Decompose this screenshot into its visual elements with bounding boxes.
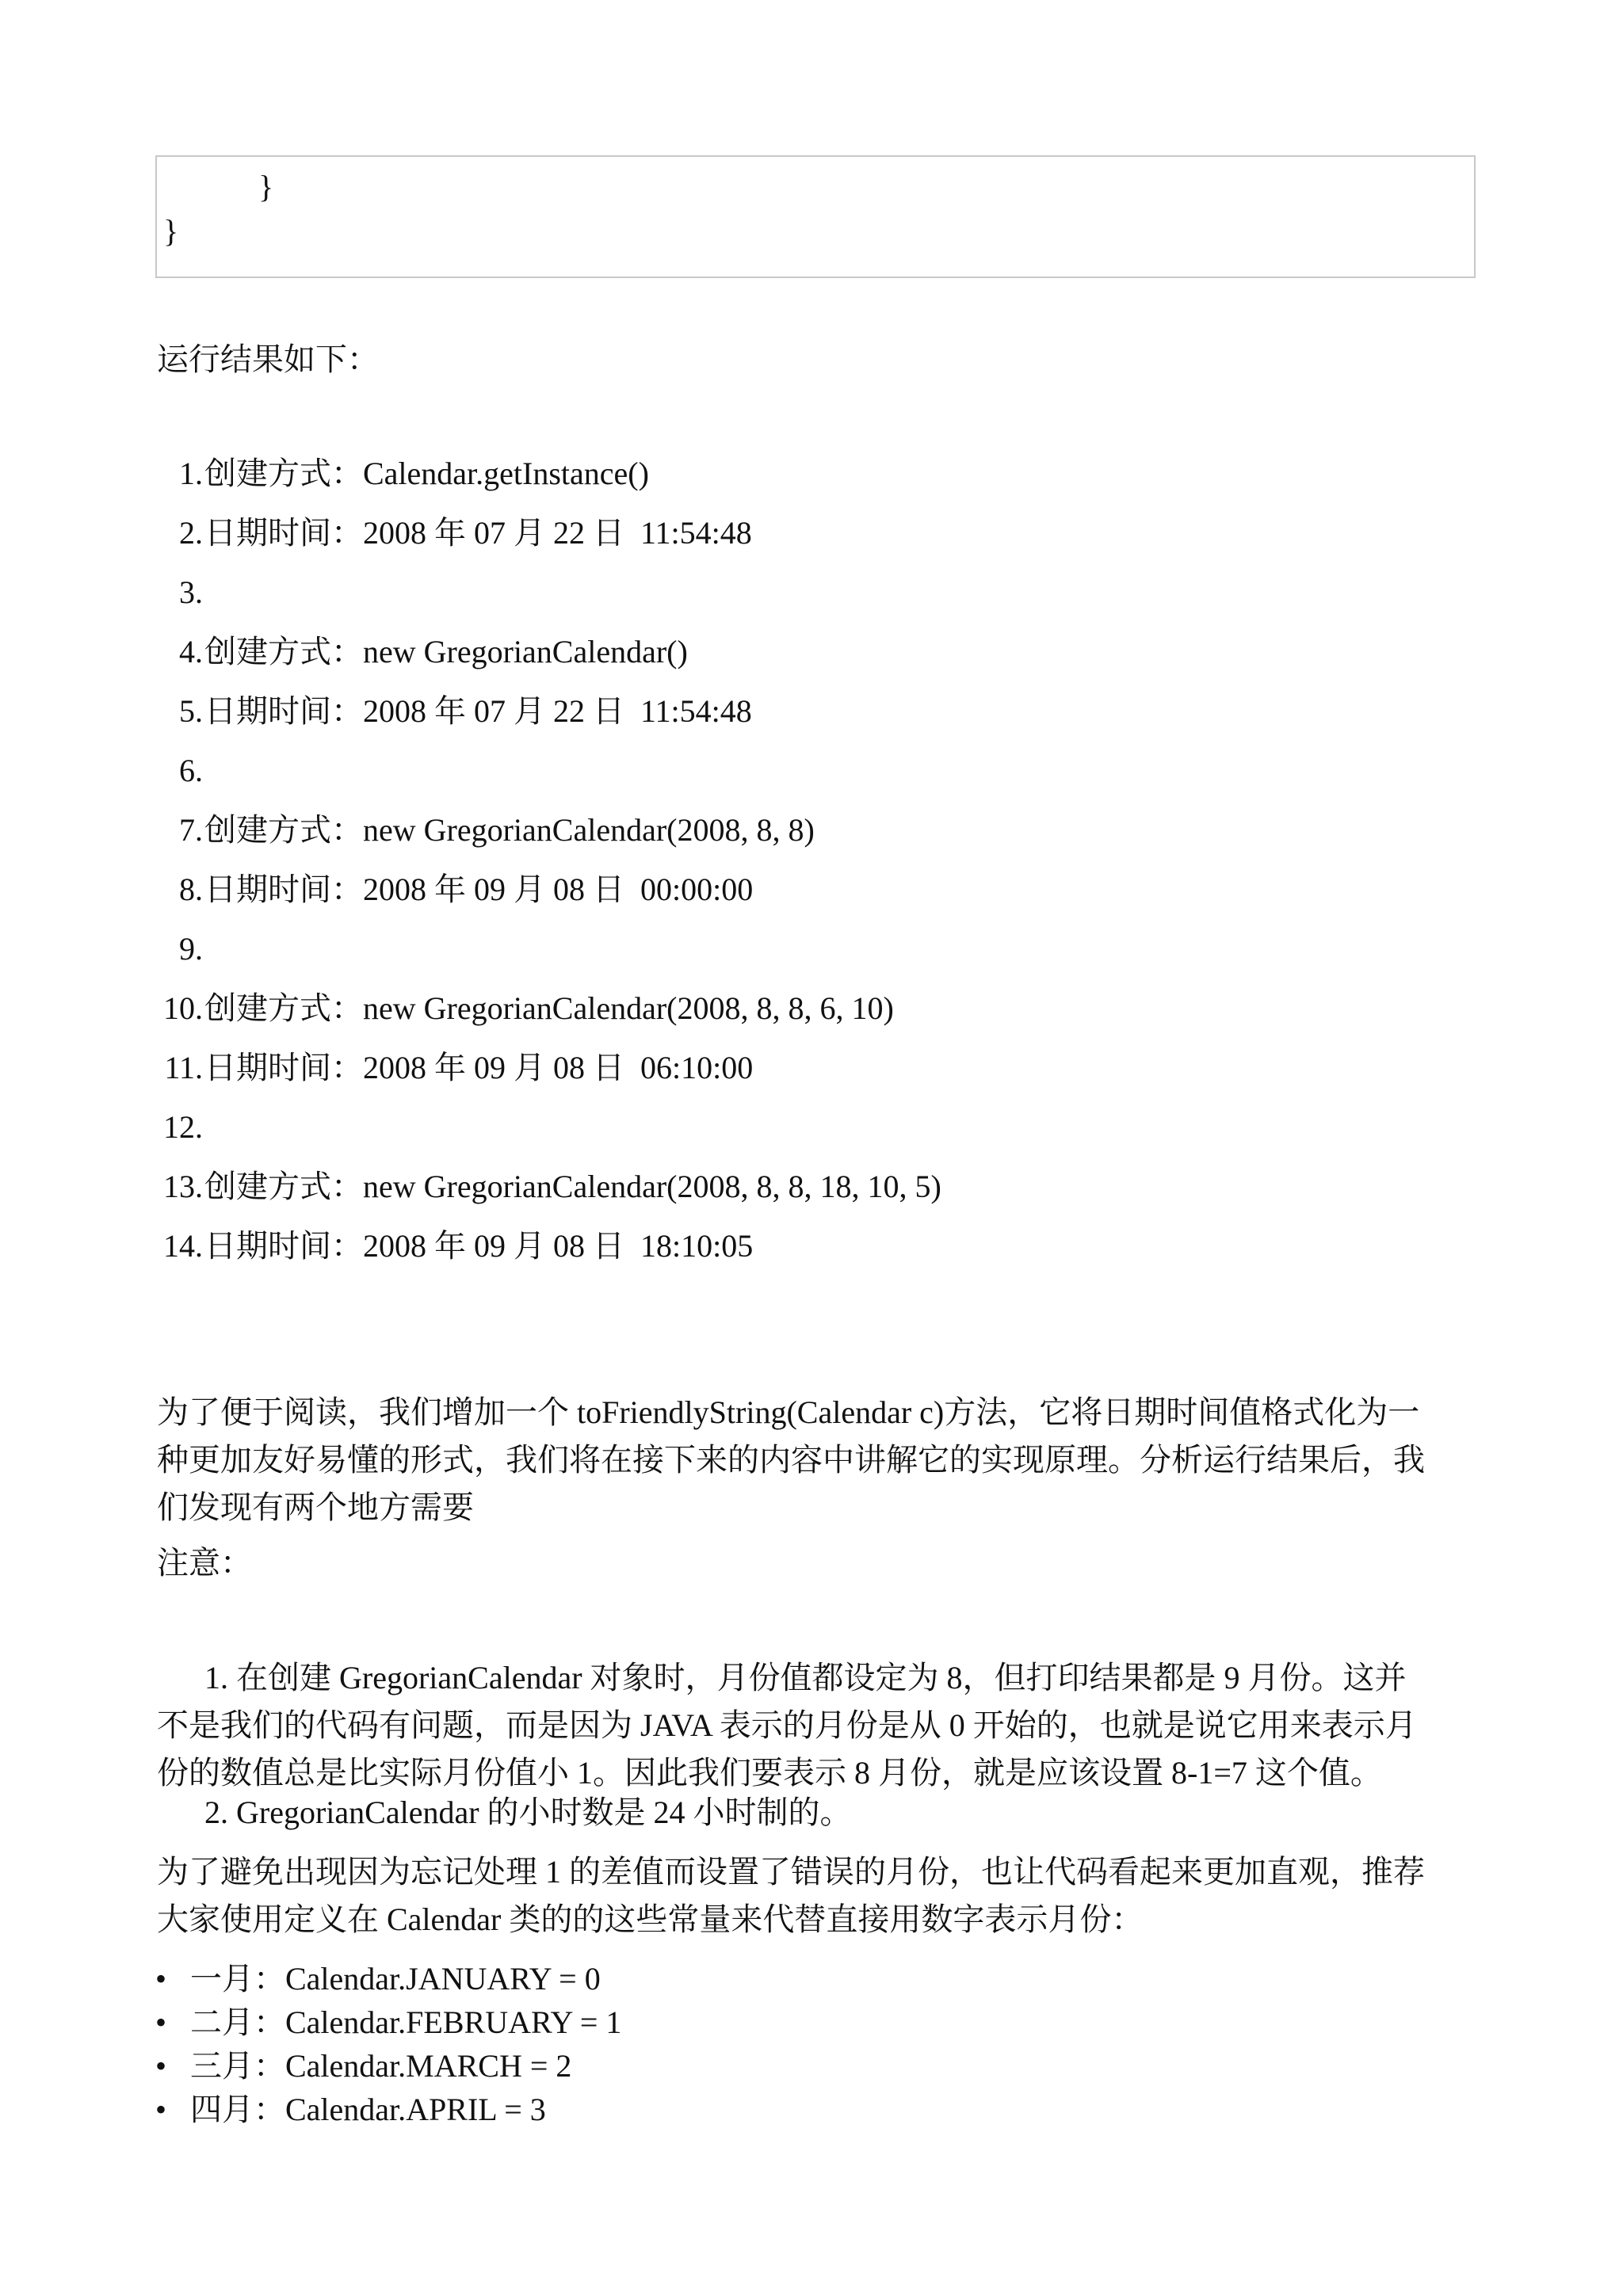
list-item: [155, 2088, 546, 2131]
result-number: 3.: [179, 574, 203, 610]
result-item: [124, 628, 688, 676]
result-item: [124, 509, 752, 557]
result-item: [124, 1163, 941, 1211]
paragraph-line: 为了便于阅读，我们增加一个 toFriendlyString(Calendar c)方法，它将日期时间值格式化为一: [157, 1394, 1420, 1430]
intro-paragraph: [157, 1389, 1477, 1531]
result-item: [124, 569, 204, 616]
list-item-text: 二月：Calendar.FEBRUARY = 1: [190, 2004, 622, 2040]
result-number: 2.: [179, 515, 203, 551]
result-text: 创建方式：new GregorianCalendar(2008, 8, 8, 18, 10, 5): [204, 1169, 941, 1204]
bullet-icon: •: [155, 2092, 167, 2127]
result-text: 日期时间：2008 年 07 月 22 日 11:54:48: [204, 515, 752, 551]
paragraph-line: 大家使用定义在 Calendar 类的的这些常量来代替直接用数字表示月份：: [157, 1901, 1144, 1937]
list-item-text: 一月：Calendar.JANUARY = 0: [190, 1961, 601, 1997]
result-number: 9.: [179, 931, 203, 967]
result-number: 13.: [163, 1169, 203, 1204]
result-item: [124, 985, 894, 1032]
bullet-icon: •: [155, 2004, 167, 2040]
bullet-icon: •: [155, 1961, 167, 1997]
result-item: [124, 807, 815, 854]
list-item: [155, 2044, 571, 2088]
paragraph-line: 1. 在创建 GregorianCalendar 对象时，月份值都设定为 8，但打印结果都是 9 月份。这并: [204, 1660, 1407, 1695]
result-text: 创建方式：new GregorianCalendar(2008, 8, 8): [204, 812, 815, 848]
code-block: [155, 155, 1476, 278]
result-number: 7.: [179, 812, 203, 848]
result-number: 4.: [179, 634, 203, 669]
result-item: [124, 866, 753, 913]
result-number: 6.: [179, 753, 203, 788]
result-text: 日期时间：2008 年 07 月 22 日 11:54:48: [204, 693, 752, 729]
result-item: [124, 925, 204, 973]
result-item: [124, 1044, 753, 1092]
result-heading: 运行结果如下：: [157, 341, 379, 377]
result-text: 日期时间：2008 年 09 月 08 日 18:10:05: [204, 1228, 754, 1264]
result-number: 1.: [179, 456, 203, 491]
note-item: [157, 1654, 1477, 1797]
code-line: }: [163, 213, 179, 249]
list-item-text: 三月：Calendar.MARCH = 2: [190, 2048, 572, 2084]
result-text: 创建方式：new GregorianCalendar(): [204, 634, 688, 669]
result-number: 12.: [163, 1109, 203, 1145]
list-item: [155, 2000, 621, 2044]
result-number: 10.: [163, 990, 203, 1026]
result-number: 5.: [179, 693, 203, 729]
result-text: 日期时间：2008 年 09 月 08 日 00:00:00: [204, 871, 754, 907]
list-item-text: 四月：Calendar.APRIL = 3: [190, 2092, 546, 2127]
code-line: }: [258, 169, 274, 204]
paragraph-line: 份的数值总是比实际月份值小 1。因此我们要表示 8 月份，就是应该设置 8-1=7 这个值。: [157, 1755, 1382, 1791]
paragraph-line: 不是我们的代码有问题，而是因为 JAVA 表示的月份是从 0 开始的，也就是说它用来表示月: [157, 1707, 1417, 1743]
list-item: [155, 1957, 601, 2000]
paragraph-line: 2. GregorianCalendar 的小时数是 24 小时制的。: [204, 1794, 852, 1830]
paragraph-line: 为了避免出现因为忘记处理 1 的差值而设置了错误的月份，也让代码看起来更加直观，推荐: [157, 1854, 1425, 1890]
result-item: [124, 747, 204, 795]
result-number: 14.: [163, 1228, 203, 1264]
note-item: [157, 1789, 1477, 1836]
note-label: 注意：: [157, 1545, 252, 1581]
result-text: 日期时间：2008 年 09 月 08 日 06:10:00: [204, 1050, 754, 1085]
bullet-icon: •: [155, 2048, 167, 2084]
result-number: 11.: [164, 1050, 203, 1085]
result-item: [124, 688, 752, 735]
result-text: 创建方式：Calendar.getInstance(): [204, 456, 649, 491]
result-item: [124, 450, 649, 498]
result-item: [124, 1104, 204, 1151]
result-number: 8.: [179, 871, 203, 907]
result-item: [124, 1222, 753, 1270]
advice-paragraph: [157, 1848, 1477, 1943]
paragraph-line: 种更加友好易懂的形式，我们将在接下来的内容中讲解它的实现原理。分析运行结果后，我: [157, 1442, 1425, 1478]
result-text: 创建方式：new GregorianCalendar(2008, 8, 8, 6, 10): [204, 990, 894, 1026]
paragraph-line: 们发现有两个地方需要: [157, 1489, 474, 1525]
